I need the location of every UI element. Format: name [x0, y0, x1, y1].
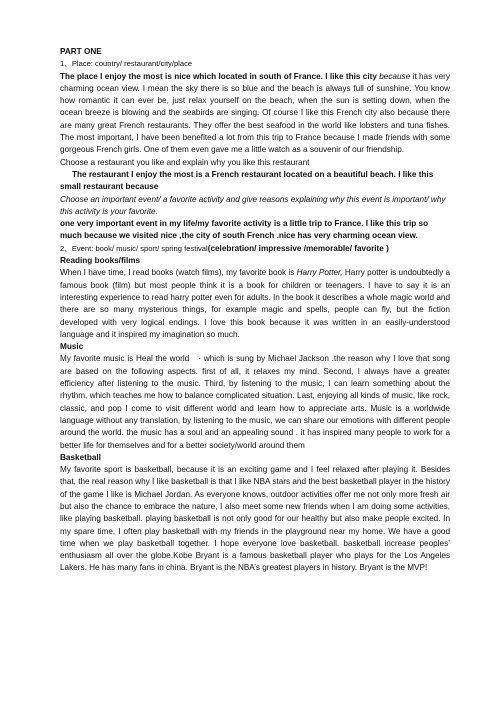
music-label: Music — [60, 342, 84, 352]
paragraph-place — [60, 71, 450, 157]
item-2-plain: 2、Event: book/ music/ sport/ spring festival — [60, 243, 208, 253]
books-title: Harry Potter, — [296, 268, 343, 278]
part-title: PART ONE — [60, 47, 102, 56]
music-paragraph: My favorite music is Heal the world · which is sung by Michael Jackson .the reason why I love that song are based on the following aspects. first of all, it relaxes my mind. Second, I always have a greater efficiency after listening to the music. Third, by listening to the music, I can learn something about the rhythm, which teaches me how to balance complicated situation. Last, enjoying all kinds of music, like rock, classic, and pop I come to visit different world and learn how to appreciate arts. Music is a worldwide language without any translation, by listening to the music, we can share our emotions with different people around the world. the music has a soul and an appealing sound . it has inspired many people to work for a better life for themselves and for a better society/world around them — [60, 354, 450, 450]
item-1-heading: 1、Place: country/ restaurant/city/place — [60, 59, 193, 69]
place-because: because — [379, 71, 411, 81]
books-text-b: Harry potter is undoubtedly a famous book (film) but most people think it is a book for children or teenagers. I have to say it is an interesting experience to read harry potter even for adults. In the book it describes a whole magic world and there are so many mysterious things, for example magic and spells, people can fly, but the fiction developed with very logical endings. I love this book because it was written in an easily-understood language and it inspired my imagination so much. — [60, 268, 450, 339]
item-2-heading — [60, 243, 450, 255]
restaurant-answer: The restaurant I enjoy the most is a French restaurant located on a beautiful beach. I like this small restaurant because — [60, 169, 434, 192]
event-answer: one very important event in my life/my favorite activity is a little trip to France. I like this trip so much because we visited nice ,the city of south French .nice has very charming ocean view. — [60, 219, 429, 241]
place-lead: The place I enjoy the most is nice which located in south of France. I like this city — [60, 71, 380, 81]
basketball-paragraph: My favorite sport is basketball, because it is an exciting game and I feel relaxed after playing it. Besides that, the real reason why I like basketball is that I like NBA stars and the best basketball player in the history of the game I like is Michael Jordan. As everyone knows, outdoor activities offer me not only more fresh air but also the chance to embrace the nature, I also meet some new friends when I am doing some activities, like playing basketball. playing basketball is not only good for our healthy but also make people excited. In my spare time, I often play basketball with my friends in the playground near my home. We have a good time when we play basketball together. I hope everyone love basketball. basketball increase peoples’ enthusiasm all over the globe.Kobe Bryant is a famous basketball player who plays for the Los Angeles Lakers. He has many fans in china. Bryant is the NBA’s greatest players in history. Bryant is the MVP! — [60, 465, 450, 573]
place-body: it has very charming ocean view. I mean the sky there is so blue and the beach is always full of sunshine. You know how romantic it can ever be, just relax yourself on the beach, when the sun is setting down, when the ocean breeze is blowing and the seabirds are singing. Of course I like this French city also because there are many great French restaurants. They offer the best seafood in the world like lobsters and tuna fishes. The most important, I have been benefited a lot from this trip to France because I made friends with some gorgeous French girls. One of them even gave me a little watch as a souvenir of our friendship. — [60, 71, 450, 155]
event-prompt: Choose an important event/ a favorite activity and give reasons explaining why this event is important/ why this activity is your favorite. — [60, 194, 446, 216]
books-text-a: When I have time, I read books (watch films), my favorite book is — [60, 268, 297, 278]
choose-restaurant-prompt: Choose a restaurant you like and explain why you like this restaurant — [60, 157, 310, 167]
item-2-bold: (celebration/ impressive /memorable/ favorite ) — [207, 243, 389, 253]
books-paragraph — [60, 267, 450, 341]
books-label: Reading books/films — [60, 256, 141, 266]
basketball-label: Basketball — [60, 452, 101, 462]
